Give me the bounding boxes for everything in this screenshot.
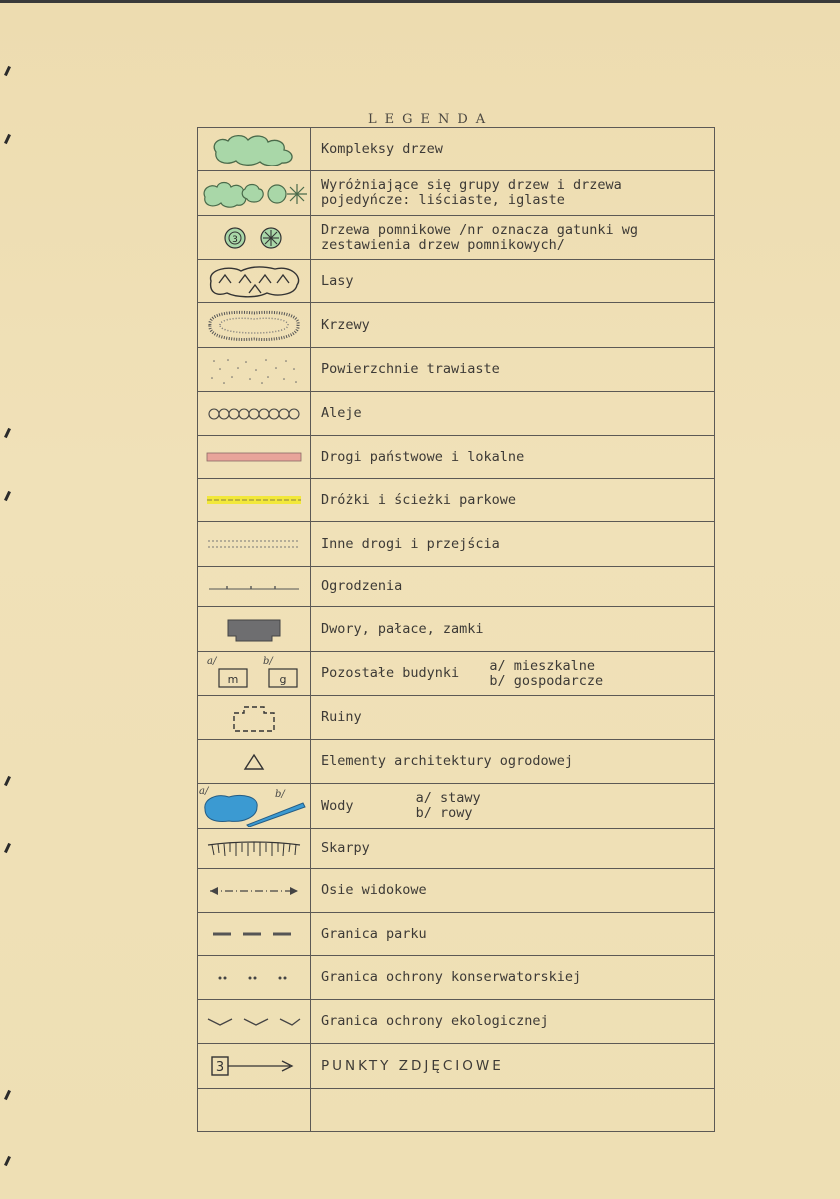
legend-row — [198, 1044, 715, 1089]
row-sub-b: b/ rowy — [415, 805, 473, 821]
row-label: Ogrodzenia — [311, 567, 715, 607]
legend-row — [198, 913, 715, 956]
monument-tree-icon — [219, 224, 289, 252]
row-label: Granica ochrony konserwatorskiej — [311, 956, 715, 1000]
row-label: Drzewa pomnikowe /nr oznacza gatunki wg zestawienia drzew pomnikowych/ — [311, 216, 715, 260]
row-label: Aleje — [311, 392, 715, 436]
row-sub-a: a/ mieszkalne — [489, 657, 595, 674]
monument-number: 3 — [232, 234, 238, 245]
legend-row — [198, 1000, 715, 1044]
slope-icon — [206, 839, 302, 859]
legend-row — [198, 303, 715, 348]
row-label: Granica ochrony ekologicznej — [311, 1000, 715, 1044]
legend-row — [198, 522, 715, 567]
legend-row — [198, 696, 715, 740]
legend-title: LEGENDA — [368, 112, 494, 127]
row-label: Lasy — [311, 260, 715, 303]
conservation-boundary-icon — [214, 973, 294, 983]
row-label: Ruiny — [311, 696, 715, 740]
main-road-icon — [205, 450, 303, 464]
grass-icon — [206, 355, 302, 385]
shrubs-icon — [204, 307, 304, 343]
tree-groups-icon — [201, 175, 307, 211]
row-label: Wyróżniające się grupy drzew i drzewa pojedyńcze: liściaste, iglaste — [311, 171, 715, 216]
row-label: Wody — [321, 797, 354, 814]
forest-icon — [205, 263, 303, 299]
row-sub-a: a/ stawy — [415, 790, 481, 806]
triangle-icon — [242, 752, 266, 772]
legend-row — [198, 128, 715, 171]
row-label: Powierzchnie trawiaste — [311, 348, 715, 392]
legend-row — [198, 607, 715, 652]
box-a-letter: m — [227, 672, 239, 686]
legend-row — [198, 436, 715, 479]
row-label: Skarpy — [311, 829, 715, 869]
symbol-cell — [198, 128, 311, 171]
view-axis-icon — [206, 884, 302, 898]
legend-row — [198, 171, 715, 216]
fence-icon — [207, 581, 301, 593]
legend-row — [198, 348, 715, 392]
row-label: Granica parku — [311, 913, 715, 956]
row-label: Elementy architektury ogrodowej — [311, 740, 715, 784]
row-label: Pozostałe budynki — [321, 665, 460, 681]
park-boundary-icon — [209, 929, 299, 939]
row-label-cell — [311, 784, 715, 829]
buildings-icon — [205, 655, 303, 693]
legend-row-empty — [198, 1089, 715, 1132]
row-label: Inne drogi i przejścia — [311, 522, 715, 567]
box-b-letter: g — [279, 672, 287, 686]
legend-row — [198, 652, 715, 696]
row-label: Dwory, pałace, zamki — [311, 607, 715, 652]
legend-row — [198, 392, 715, 436]
legend-table — [197, 127, 715, 1132]
legend-row — [198, 829, 715, 869]
ruins-icon — [224, 701, 284, 735]
row-sub-b: b/ gospodarcze — [489, 672, 604, 689]
legend-row — [198, 479, 715, 522]
manor-icon — [224, 614, 284, 644]
top-edge-line — [0, 0, 840, 3]
legend-row — [198, 956, 715, 1000]
row-label: Osie widokowe — [311, 869, 715, 913]
legend-row — [198, 216, 715, 260]
row-label: Krzewy — [311, 303, 715, 348]
legend-row — [198, 567, 715, 607]
photo-point-number: 3 — [215, 1060, 225, 1075]
park-path-icon — [205, 493, 303, 507]
water-icon — [199, 785, 309, 827]
legend-row — [198, 784, 715, 829]
row-label: Kompleksy drzew — [311, 128, 715, 171]
svg-text:a/: a/ — [199, 786, 209, 797]
tree-complex-icon — [206, 132, 302, 166]
row-label — [311, 1089, 715, 1132]
avenue-icon — [208, 406, 300, 422]
ecological-boundary-icon — [204, 1015, 304, 1029]
row-label: Drogi państwowe i lokalne — [311, 436, 715, 479]
legend-row — [198, 260, 715, 303]
legend-row — [198, 869, 715, 913]
row-label: PUNKTY ZDJĘCIOWE — [311, 1044, 715, 1089]
row-label-cell — [311, 652, 715, 696]
svg-text:b/: b/ — [263, 655, 273, 667]
photo-point-icon — [208, 1054, 300, 1078]
svg-text:b/: b/ — [275, 789, 285, 800]
other-paths-icon — [206, 537, 302, 551]
svg-text:a/: a/ — [207, 655, 217, 667]
legend-row — [198, 740, 715, 784]
row-label: Dróżki i ścieżki parkowe — [311, 479, 715, 522]
